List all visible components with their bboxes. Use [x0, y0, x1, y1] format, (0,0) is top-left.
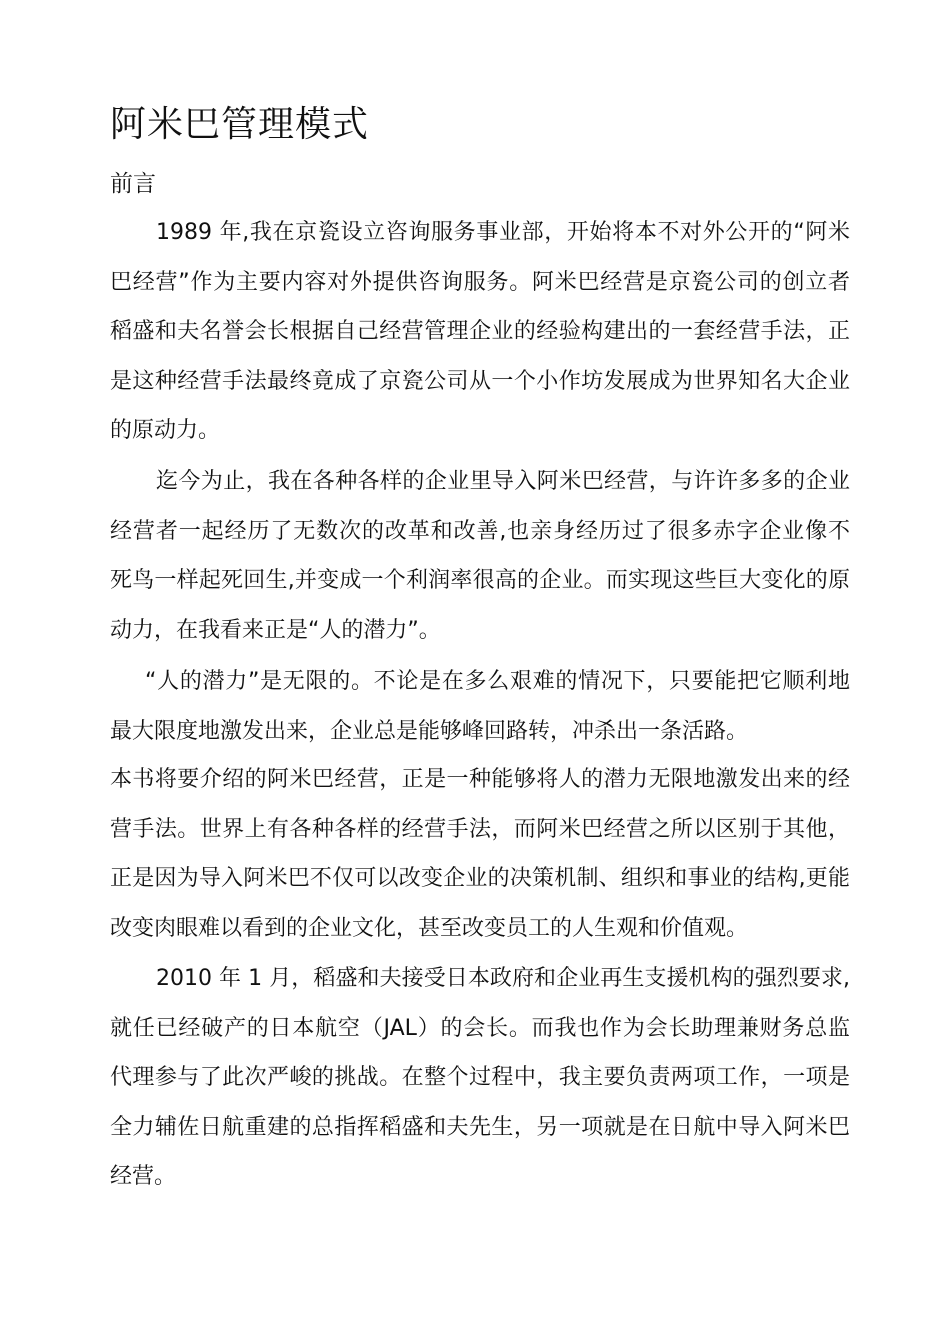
paragraph-line: 动力，在我看来正是“人的潜力”。: [110, 617, 441, 643]
paragraph-5: [110, 954, 850, 1202]
paragraph-line: 迄今为止，我在各种各样的企业里导入阿米巴经营，与许许多多的企业: [156, 469, 850, 494]
section-heading-preface: 前言: [110, 171, 156, 197]
document-title: 阿米巴管理模式: [110, 104, 370, 145]
paragraph-line: 最大限度地激发出来，企业总是能够峰回路转，冲杀出一条活路。: [110, 718, 749, 744]
paragraph-line: 本书将要介绍的阿米巴经营，正是一种能够将人的潜力无限地激发出来的经: [110, 767, 850, 792]
paragraph-line: 代理参与了此次严峻的挑战。在整个过程中，我主要负责两项工作，一项是: [110, 1065, 850, 1090]
paragraph-line: 是这种经营手法最终竟成了京瓷公司从一个小作坊发展成为世界知名大企业: [110, 368, 850, 394]
paragraph-line: 营手法。世界上有各种各样的经营手法，而阿米巴经营之所以区别于其他，: [110, 816, 850, 842]
paragraph-line: “人的潜力”是无限的。不论是在多么艰难的情况下，只要能把它顺利地: [145, 669, 850, 694]
paragraph-4: [110, 755, 850, 953]
paragraph-line: 正是因为导入阿米巴不仅可以改变企业的决策机制、组织和事业的结构,更能: [110, 866, 850, 891]
paragraph-line: 1989 年,我在京瓷设立咨询服务事业部，开始将本不对外公开的“阿米: [156, 220, 850, 245]
paragraph-1: [110, 208, 850, 456]
paragraph-line: 经营者一起经历了无数次的改革和改善,也亲身经历过了很多赤字企业像不: [110, 518, 850, 544]
paragraph-line: 巴经营”作为主要内容对外提供咨询服务。阿米巴经营是京瓷公司的创立者: [110, 269, 850, 295]
paragraph-2: [110, 457, 850, 655]
paragraph-line: 就任已经破产的日本航空（JAL）的会长。而我也作为会长助理兼财务总监: [110, 1015, 850, 1041]
paragraph-line: 稻盛和夫名誉会长根据自己经营管理企业的经验构建出的一套经营手法，正: [110, 319, 850, 344]
paragraph-line: 死鸟一样起死回生,并变成一个利润率很高的企业。而实现这些巨大变化的原: [110, 568, 850, 593]
paragraph-line: 经营。: [110, 1164, 177, 1189]
paragraph-line: 改变肉眼难以看到的企业文化，甚至改变员工的人生观和价值观。: [110, 915, 749, 941]
paragraph-3: [110, 657, 850, 756]
paragraph-line: 全力辅佐日航重建的总指挥稻盛和夫先生，另一项就是在日航中导入阿米巴: [110, 1114, 850, 1140]
paragraph-line: 2010 年 1 月，稻盛和夫接受日本政府和企业再生支援机构的强烈要求,: [156, 966, 850, 991]
paragraph-line: 的原动力。: [110, 418, 221, 443]
